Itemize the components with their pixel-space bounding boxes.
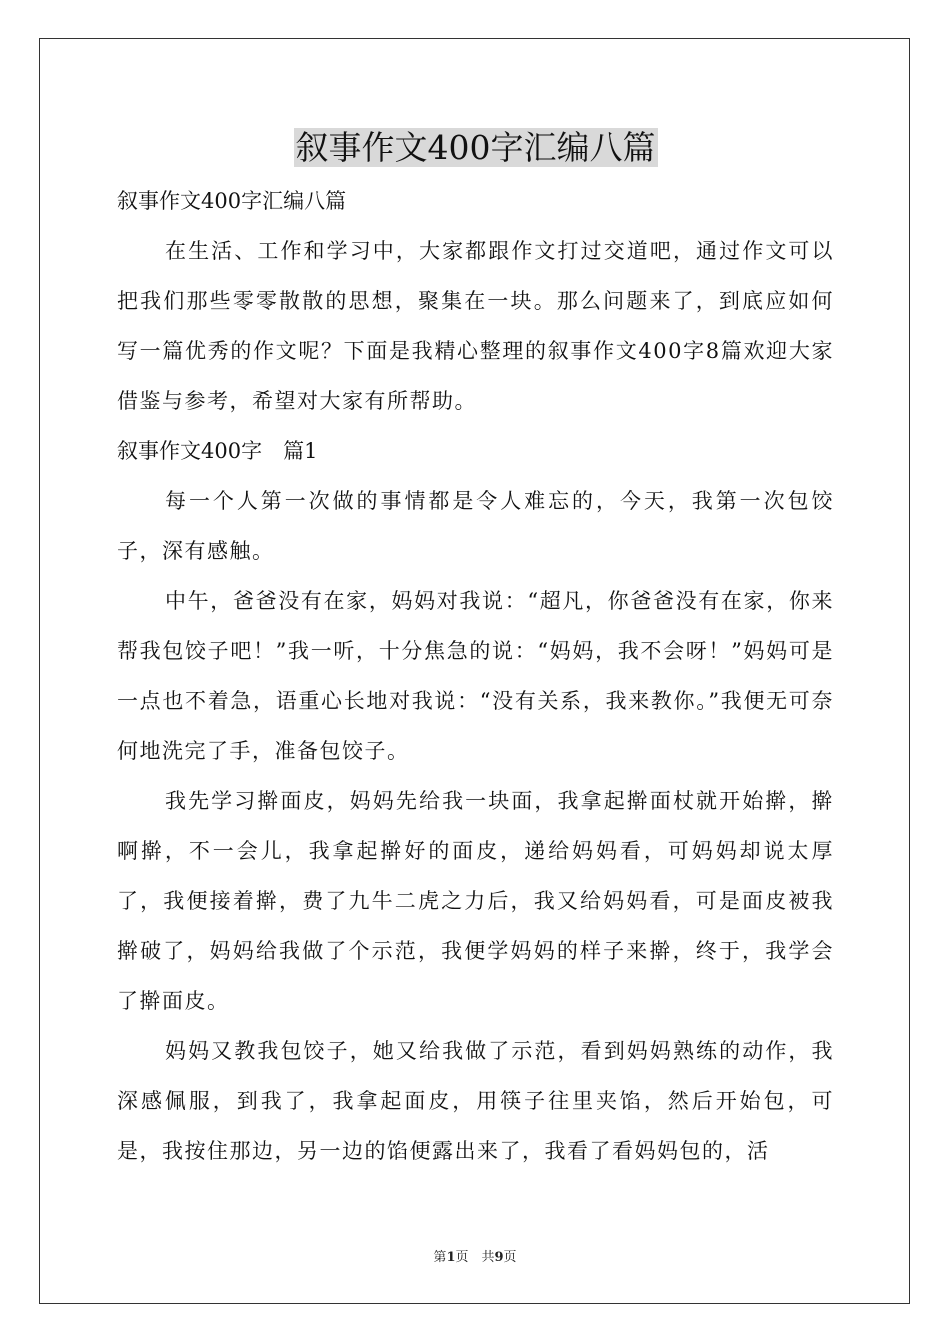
document-title-text: 叙事作文400字汇编八篇 [295,128,656,167]
document-title [117,122,834,174]
intro-paragraph: 在生活、工作和学习中，大家都跟作文打过交道吧，通过作文可以把我们那些零零散散的思想，聚集在一块。那么问题来了，到底应如何写一篇优秀的作文呢？下面是我精心整理的叙事作文400字8篇欢迎大家借鉴与参考，希望对大家有所帮助。 [117,239,834,413]
body-paragraph-2: 中午，爸爸没有在家，妈妈对我说：“超凡，你爸爸没有在家，你来帮我包饺子吧！”我一听，十分焦急的说：“妈妈，我不会呀！”妈妈可是一点也不着急，语重心长地对我说：“没有关系，我来教你。”我便无可奈何地洗完了手，准备包饺子。 [117,589,834,763]
body-paragraph-1: 每一个人第一次做的事情都是令人难忘的，今天，我第一次包饺子，深有感触。 [117,489,834,563]
document-subtitle: 叙事作文400字汇编八篇 [117,189,347,213]
body-paragraph-4: 妈妈又教我包饺子，她又给我做了示范，看到妈妈熟练的动作，我深感佩服，到我了，我拿起面皮，用筷子往里夹馅，然后开始包，可是，我按住那边，另一边的馅便露出来了，我看了看妈妈包的，活 [117,1039,834,1163]
section-heading: 叙事作文400字 篇1 [117,439,318,463]
page-footer [0,1246,950,1265]
footer-current-page: 1 [446,1250,456,1265]
body-paragraph-3: 我先学习擀面皮，妈妈先给我一块面，我拿起擀面杖就开始擀，擀啊擀，不一会儿，我拿起擀好的面皮，递给妈妈看，可妈妈却说太厚了，我便接着擀，费了九牛二虎之力后，我又给妈妈看，可是面皮被我擀破了，妈妈给我做了个示范，我便学妈妈的样子来擀，终于，我学会了擀面皮。 [117,789,834,1013]
footer-middle: 页 共 [455,1250,495,1265]
footer-suffix: 页 [503,1250,517,1265]
footer-prefix: 第 [433,1250,447,1265]
footer-total-pages: 9 [494,1250,504,1265]
document-body [117,122,834,1176]
